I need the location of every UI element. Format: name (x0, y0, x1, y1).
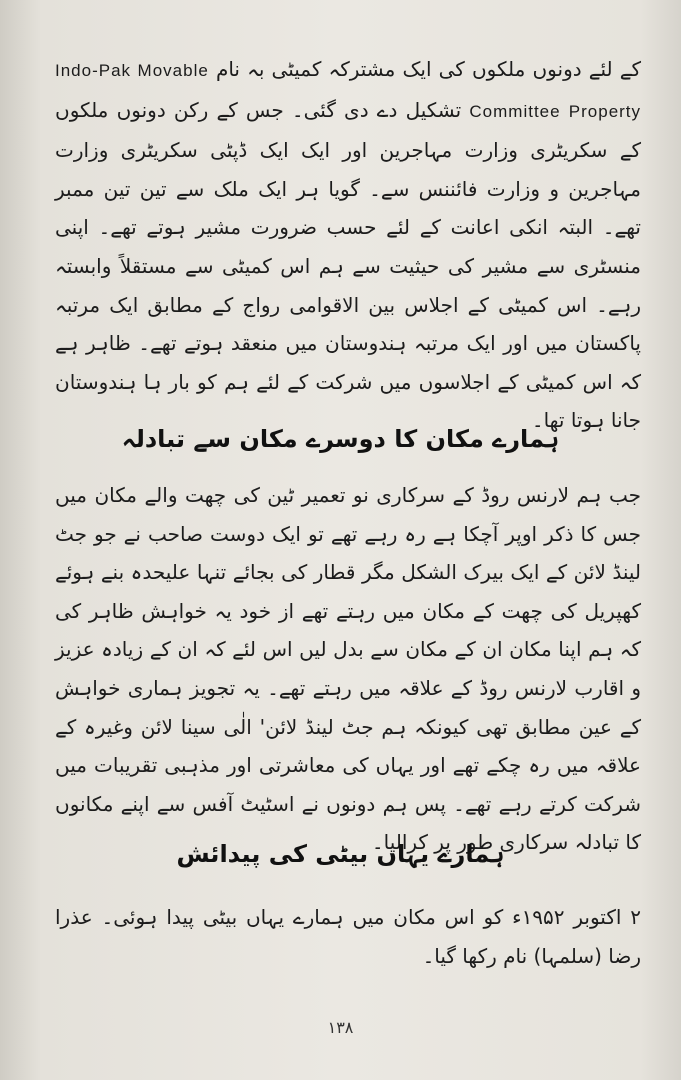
paragraph-house-exchange: جب ہم لارنس روڈ کے سرکاری نو تعمیر ٹین کی چھت والے مکان میں جس کا ذکر اوپر آچکا ہے رہ رہے تھے تو ایک دوست صاحب نے جو جٹ لینڈ لائن کے ایک بیرک الشکل مگر قطار کی بجائے تنہا علیحدہ بنے ہوئے کھپریل کی چھت کے مکان میں رہتے تھے از خود یہ خواہش ظاہر کی کہ ہم اپنا مکان ان کے مکان سے بدل لیں اس لئے کہ ان کے زیادہ عزیز و اقارب لارنس روڈ کے علاقہ میں رہتے تھے۔ یہ تجویز ہماری خواہش کے عین مطابق تھی کیونکہ ہم جٹ لینڈ لائن' الٰی سینا لائن وغیرہ کے علاقہ میں رہ چکے تھے اور یہاں کی معاشرتی اور مذہبی تقریبات میں شرکت کرتے رہے تھے۔ پس ہم دونوں نے اسٹیٹ آفس سے اپنے مکانوں کا تبادلہ سرکاری طور پر کرالیا۔ (55, 483, 641, 855)
committee-name-english: Indo-Pak Movable Property (55, 61, 642, 121)
committee-body-text: مہاجرین اور ایک ایک ڈپٹی سکریٹری وزارت مہاجرین و وزارت فائننس سے۔ گویا ہر ایک ملک سے تین تین ممبر تھے۔ البتہ انکی اعانت کے لئے حسب ضرورت مشیر ہوتے تھے۔ اپنی منسٹری سے مشیر کی حیثیت سے ہم اس کمیٹی سے مستقلاً وابستہ رہے۔ اس کمیٹی کے اجلاس بین الاقوامی رواج کے مطابق ایک مرتبہ پاکستان میں اور ایک مرتبہ ہندوستان میں منعقد ہوتے تھے۔ ظاہر ہے کہ اس کمیٹی کے اجلاسوں میں شرکت کے لئے ہم کو بار ہا ہندوستان جانا ہوتا تھا۔ (55, 138, 641, 433)
section-committee (55, 50, 641, 440)
heading-house-exchange: ہمارے مکان کا دوسرے مکان سے تبادلہ (121, 425, 560, 453)
paragraph-committee (55, 50, 641, 440)
section-house-exchange (55, 476, 641, 862)
committee-line-2-urdu: تشکیل دے دی گئی۔ جس کے رکن دونوں ملکوں کے سکریٹری وزارت (55, 97, 641, 163)
heading-daughter-birth: ہمارے یہاں بیٹی کی پیدائش (176, 840, 505, 868)
page-number: ۱۳۸ (327, 1018, 354, 1037)
section-daughter-birth (55, 898, 641, 975)
committee-line-1-urdu: کے لئے دونوں ملکوں کی ایک مشترکہ کمیٹی بہ نام (215, 57, 641, 81)
committee-word-english: Committee (469, 101, 561, 121)
paragraph-daughter-birth: ۲ اکتوبر ۱۹۵۲ء کو اس مکان میں ہمارے یہاں بیٹی پیدا ہوئی۔ عذرا رضا (سلمہا) نام رکھا گیا۔ (55, 905, 642, 968)
